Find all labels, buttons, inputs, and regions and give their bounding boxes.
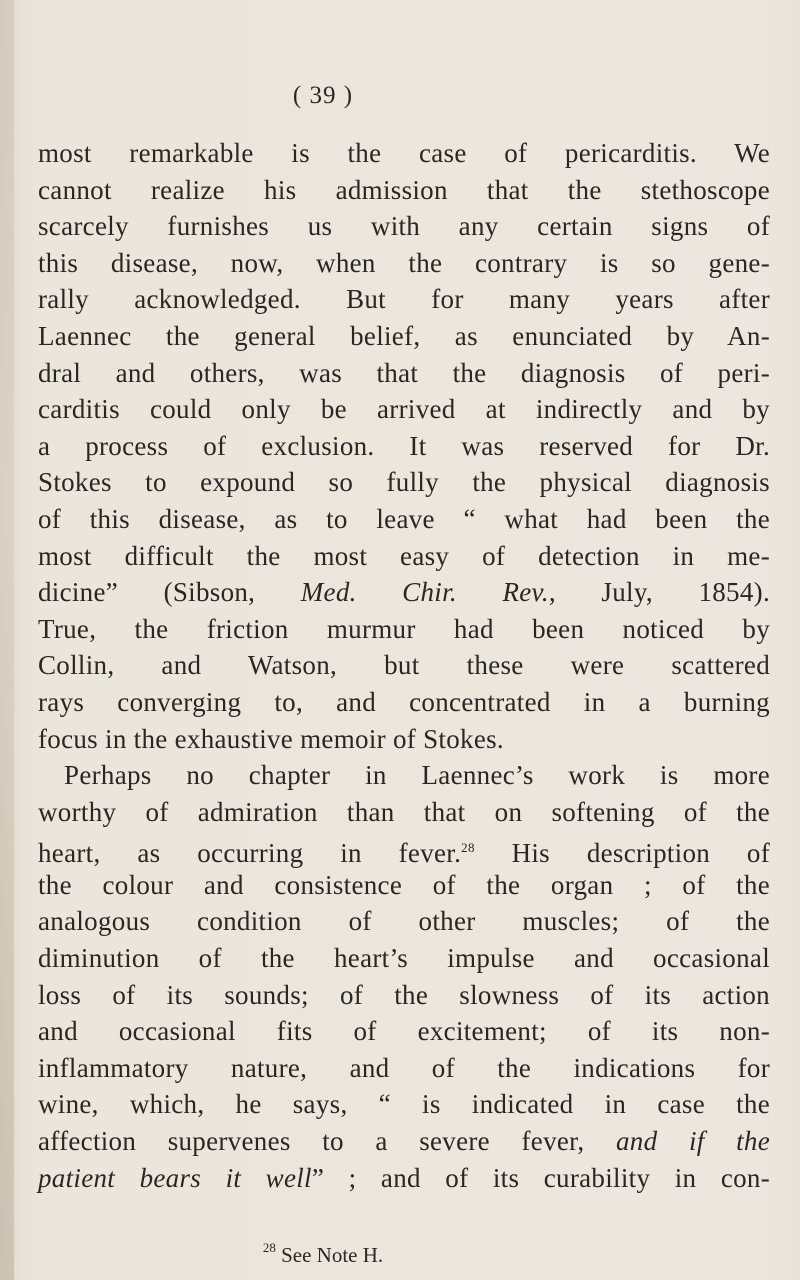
text-run: heart, as occurring in fever. [38,838,462,869]
text-run: carditis could only be arrived at indirectly and by [38,394,770,425]
text-run: patient bears it well [38,1162,312,1193]
text-line [38,757,770,794]
text-run: worthy of admiration than that on softening of the [38,796,770,827]
text-line [38,208,770,245]
text-run: Collin, and Watson, but these were scattered [38,650,770,681]
text-line [38,903,770,940]
text-run: loss of its sounds; of the slowness of its action [38,979,770,1010]
text-run: rally acknowledged. But for many years after [38,284,770,315]
text-run: dral and others, was that the diagnosis of peri- [38,357,770,388]
text-run: and if the [615,1126,770,1157]
footnote [0,1240,646,1268]
text-line [38,1086,770,1123]
text-run: most remarkable is the case of pericarditis. We [38,138,770,168]
text-line [38,428,770,465]
text-run: inflammatory nature, and of the indications for [38,1052,770,1083]
text-line [38,318,770,355]
text-line [38,1050,770,1087]
text-line [38,611,770,648]
text-run: rays converging to, and concentrated in a burning [38,686,770,717]
text-run: analogous condition of other muscles; of the [38,906,770,937]
text-line [38,940,770,977]
text-line [38,355,770,392]
text-line [38,1160,770,1197]
text-line [38,830,770,867]
text-line [38,1013,770,1050]
text-run: wine, which, he says, “ is indicated in case the [38,1089,770,1120]
text-run: Med. Chir. Rev. [300,577,549,608]
text-line [38,684,770,721]
text-line [38,721,770,758]
footnote-text: See Note H. [275,1243,384,1267]
text-line [38,172,770,209]
text-line [38,245,770,282]
text-run: the colour and consistence of the organ ; of the [38,869,770,900]
text-line [38,574,770,611]
text-line [38,501,770,538]
text-run: His description of [474,838,770,869]
text-run: cannot realize his admission that the stethoscope [38,174,770,205]
text-line [38,464,770,501]
text-line [38,867,770,904]
text-line [38,538,770,575]
page-number: ( 39 ) [292,82,354,109]
text-line [38,977,770,1014]
text-line [38,1123,770,1160]
text-run: Stokes to expound so fully the physical diagnosis [38,467,770,498]
text-run: a process of exclusion. It was reserved for Dr. [38,430,770,461]
text-line [38,135,770,172]
text-run: diminution of the heart’s impulse and occasional [38,943,770,974]
text-run: Laennec the general belief, as enunciated by An- [38,320,770,351]
text-run: most difficult the most easy of detection in me- [38,540,770,571]
text-run: affection supervenes to a severe fever, [38,1126,616,1157]
text-run: this disease, now, when the contrary is so gene- [38,247,770,278]
text-run: 28 [461,840,475,856]
text-line [38,794,770,831]
text-run: , July, 1854). [548,577,770,608]
text-line [38,647,770,684]
text-line [38,281,770,318]
text-run: scarcely furnishes us with any certain signs of [38,211,770,242]
text-run: True, the friction murmur had been noticed by [38,613,770,644]
text-run: of this disease, as to leave “ what had been the [38,503,770,534]
text-run: ” ; and of its curability in con- [311,1162,770,1193]
text-run: dicine” (Sibson, [38,577,301,608]
text-run: focus in the exhaustive memoir of Stokes. [38,723,504,754]
page-gutter-shadow [0,0,14,1280]
text-line [38,391,770,428]
text-run: Perhaps no chapter in Laennec’s work is more [64,760,770,791]
body-text [38,135,770,1196]
text-run: and occasional fits of excitement; of its non- [38,1016,770,1047]
footnote-marker: 28 [262,1240,276,1255]
